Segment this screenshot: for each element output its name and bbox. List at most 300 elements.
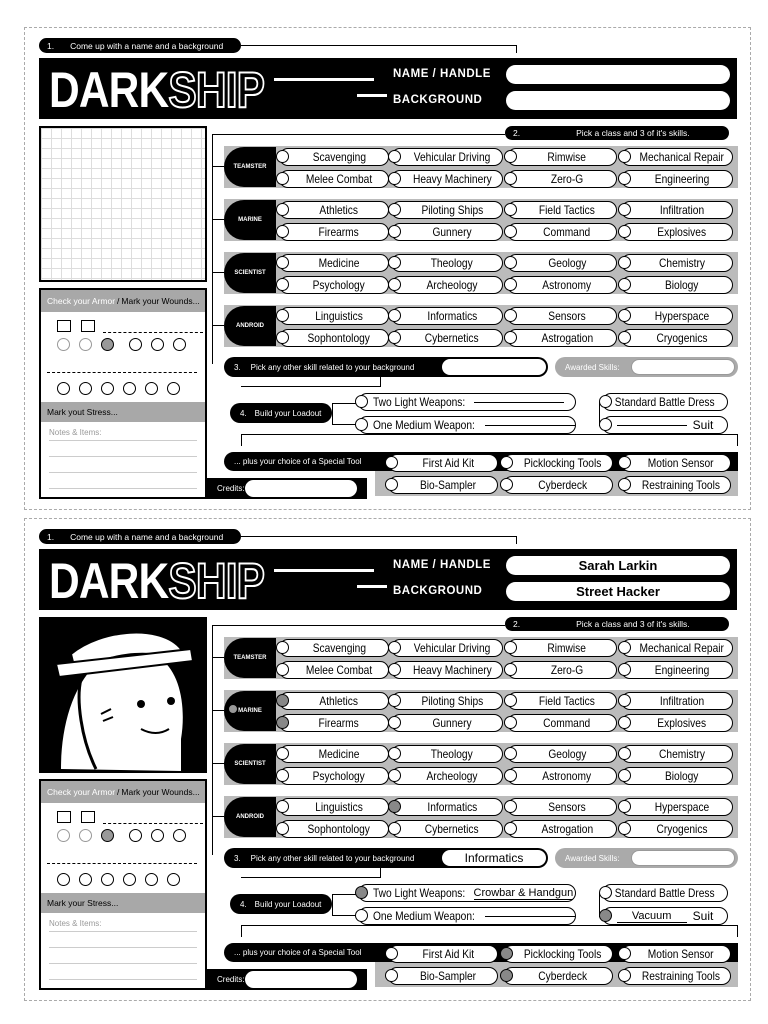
tool-label: First Aid Kit [422, 947, 474, 961]
skill-label: Cybernetics [425, 331, 479, 345]
class-row-android [224, 796, 738, 838]
stress-circle[interactable] [57, 382, 70, 395]
skill-field-tactics[interactable] [507, 201, 617, 219]
suit-suffix: Suit [692, 418, 714, 432]
skill-label: Heavy Machinery [412, 663, 492, 677]
background-label: BACKGROUND [393, 94, 483, 106]
class-row-teamster [224, 146, 738, 188]
medium-weapon-field[interactable] [358, 416, 576, 434]
tool-first-aid-kit[interactable] [388, 945, 498, 963]
step-1-text: Come up with a name and a background [70, 40, 224, 51]
skill-check-circle[interactable] [388, 331, 401, 344]
connector-line [332, 894, 358, 916]
light-weapons-field[interactable] [358, 884, 576, 902]
tool-restraining-tools[interactable] [621, 476, 731, 494]
battle-dress-option[interactable] [602, 393, 728, 411]
skill-check-circle[interactable] [618, 203, 631, 216]
name-field[interactable] [506, 65, 730, 84]
skill-check-circle[interactable] [618, 278, 631, 291]
tool-label: Cyberdeck [538, 478, 588, 492]
step-number: 3. [234, 853, 241, 863]
tool-check-circle[interactable] [500, 456, 513, 469]
portrait-grid[interactable] [39, 126, 207, 282]
connector-line [241, 925, 738, 937]
step-4-bar [230, 894, 332, 914]
skill-rimwise[interactable] [507, 148, 617, 166]
skill-infiltration[interactable] [621, 692, 733, 710]
armor-box[interactable] [81, 320, 95, 332]
awarded-skills-field[interactable] [631, 850, 735, 866]
tool-motion-sensor[interactable] [621, 945, 731, 963]
banner-stripe [274, 78, 374, 81]
class-label[interactable]: SCIENTIST [224, 253, 276, 293]
skill-label: Biology [665, 769, 699, 783]
skill-check-circle[interactable] [504, 800, 517, 813]
other-skill-field[interactable]: Informatics [442, 850, 546, 866]
tool-restraining-tools[interactable] [621, 967, 731, 985]
connector-arrow [212, 166, 224, 167]
special-tool-label: ... plus your choice of a Special Tool [234, 457, 362, 466]
stress-circle[interactable] [79, 873, 92, 886]
skill-mechanical-repair[interactable] [621, 148, 733, 166]
skill-informatics[interactable] [391, 307, 503, 325]
skill-engineering[interactable] [621, 170, 733, 188]
skill-check-circle[interactable] [504, 225, 517, 238]
skill-check-circle[interactable] [276, 769, 289, 782]
skill-check-circle[interactable] [276, 694, 289, 707]
skill-check-circle[interactable] [388, 716, 401, 729]
skill-linguistics[interactable] [279, 307, 389, 325]
tool-check-circle[interactable] [500, 478, 513, 491]
title-banner [39, 58, 737, 119]
wound-circle[interactable] [129, 338, 142, 351]
skill-melee-combat[interactable] [279, 170, 389, 188]
tool-label: Motion Sensor [648, 947, 714, 961]
skill-command[interactable] [507, 714, 617, 732]
skill-check-circle[interactable] [276, 663, 289, 676]
skill-label: Mechanical Repair [639, 641, 725, 655]
wound-circle[interactable] [173, 338, 186, 351]
skill-astrogation[interactable] [507, 329, 617, 347]
skill-label: Cryogenics [656, 331, 708, 345]
skill-check-circle[interactable] [388, 150, 401, 163]
skill-label: Heavy Machinery [412, 172, 492, 186]
skill-cryogenics[interactable] [621, 820, 733, 838]
wound-circle[interactable] [129, 829, 142, 842]
skill-firearms[interactable] [279, 223, 389, 241]
skill-label: Athletics [319, 694, 359, 708]
tool-bio-sampler[interactable] [388, 476, 498, 494]
tool-check-circle[interactable] [385, 478, 398, 491]
suit-value [617, 425, 687, 426]
wound-circle[interactable] [79, 829, 92, 842]
skill-check-circle[interactable] [618, 256, 631, 269]
skill-explosives[interactable] [621, 223, 733, 241]
suit-suffix: Suit [692, 909, 714, 923]
darkship-logo [49, 553, 264, 609]
skill-archeology[interactable] [391, 276, 503, 294]
tool-cyberdeck[interactable] [503, 476, 613, 494]
skill-check-circle[interactable] [276, 800, 289, 813]
character-sheet [24, 27, 751, 510]
skill-check-circle[interactable] [618, 309, 631, 322]
loadout-check-circle[interactable] [355, 909, 368, 922]
skill-check-circle[interactable] [504, 663, 517, 676]
credits-label: Credits: [217, 975, 245, 984]
loadout-check-circle[interactable] [355, 886, 368, 899]
skill-sensors[interactable] [507, 798, 617, 816]
skill-check-circle[interactable] [504, 822, 517, 835]
skill-label: Engineering [654, 663, 710, 677]
skill-biology[interactable] [621, 767, 733, 785]
status-panel [39, 779, 207, 990]
armor-option-label: Standard Battle Dress [615, 886, 715, 900]
name-field[interactable]: Sarah Larkin [506, 556, 730, 575]
stress-circle[interactable] [123, 382, 136, 395]
battle-dress-option[interactable] [602, 884, 728, 902]
skill-check-circle[interactable] [504, 278, 517, 291]
skill-athletics[interactable] [279, 201, 389, 219]
background-field[interactable] [506, 91, 730, 110]
stress-header [41, 893, 205, 913]
skill-check-circle[interactable] [504, 641, 517, 654]
skill-check-circle[interactable] [388, 225, 401, 238]
skill-check-circle[interactable] [388, 822, 401, 835]
tool-picklocking-tools[interactable] [503, 945, 613, 963]
skill-sophontology[interactable] [279, 820, 389, 838]
skill-check-circle[interactable] [388, 256, 401, 269]
skill-field-tactics[interactable] [507, 692, 617, 710]
loadout-check-circle[interactable] [355, 418, 368, 431]
class-row-scientist [224, 743, 738, 785]
skill-gunnery[interactable] [391, 714, 503, 732]
step-number: 1. [47, 531, 55, 542]
skill-check-circle[interactable] [504, 694, 517, 707]
skill-check-circle[interactable] [276, 309, 289, 322]
skill-zero-g[interactable] [507, 661, 617, 679]
skill-check-circle[interactable] [618, 150, 631, 163]
skill-label: Linguistics [315, 309, 363, 323]
tool-first-aid-kit[interactable] [388, 454, 498, 472]
step-number: 1. [47, 40, 55, 51]
skill-psychology[interactable] [279, 276, 389, 294]
loadout-check-circle[interactable] [599, 909, 612, 922]
skill-medicine[interactable] [279, 745, 389, 763]
wound-track-line [103, 823, 203, 824]
skill-linguistics[interactable] [279, 798, 389, 816]
connector-line [576, 402, 600, 426]
stress-label: Mark yout Stress... [47, 407, 118, 417]
skill-check-circle[interactable] [504, 747, 517, 760]
suit-option[interactable] [602, 416, 728, 434]
stress-circle[interactable] [145, 873, 158, 886]
skill-check-circle[interactable] [276, 747, 289, 760]
notes-label: Notes & Items: [49, 428, 102, 437]
suit-value: Vacuum [617, 910, 687, 923]
skill-check-circle[interactable] [504, 309, 517, 322]
skill-check-circle[interactable] [276, 331, 289, 344]
character-portrait[interactable] [39, 617, 207, 773]
skill-medicine[interactable] [279, 254, 389, 272]
skill-explosives[interactable] [621, 714, 733, 732]
tool-motion-sensor[interactable] [621, 454, 731, 472]
skill-check-circle[interactable] [618, 331, 631, 344]
tool-check-circle[interactable] [618, 456, 631, 469]
suit-option[interactable] [602, 907, 728, 925]
class-label[interactable]: TEAMSTER [224, 147, 276, 187]
stress-track-line [47, 863, 197, 864]
skill-check-circle[interactable] [276, 225, 289, 238]
stress-circle[interactable] [79, 382, 92, 395]
skill-heavy-machinery[interactable] [391, 661, 503, 679]
stress-circle[interactable] [57, 873, 70, 886]
background-field[interactable]: Street Hacker [506, 582, 730, 601]
skill-label: Zero-G [550, 663, 584, 677]
skill-check-circle[interactable] [276, 203, 289, 216]
skill-vehicular-driving[interactable] [391, 639, 503, 657]
notes-line [49, 931, 197, 932]
skill-check-circle[interactable] [618, 769, 631, 782]
skill-label: Hyperspace [654, 309, 710, 323]
skill-geology[interactable] [507, 745, 617, 763]
class-label[interactable]: ANDROID [224, 797, 276, 837]
skill-check-circle[interactable] [504, 172, 517, 185]
medium-weapon-field[interactable] [358, 907, 576, 925]
tool-check-circle[interactable] [500, 947, 513, 960]
notes-line [49, 456, 197, 457]
skill-label: Scavenging [312, 641, 366, 655]
armor-box[interactable] [57, 320, 71, 332]
loadout-check-circle[interactable] [599, 395, 612, 408]
special-tool-label: ... plus your choice of a Special Tool [234, 948, 362, 957]
skill-athletics[interactable] [279, 692, 389, 710]
skill-cybernetics[interactable] [391, 820, 503, 838]
skill-check-circle[interactable] [388, 800, 401, 813]
wound-circle[interactable] [101, 829, 114, 842]
skill-geology[interactable] [507, 254, 617, 272]
tool-check-circle[interactable] [618, 947, 631, 960]
skill-check-circle[interactable] [504, 769, 517, 782]
logo-ship: SHIP [168, 62, 265, 118]
skill-check-circle[interactable] [618, 663, 631, 676]
skill-check-circle[interactable] [388, 309, 401, 322]
skill-sophontology[interactable] [279, 329, 389, 347]
skill-mechanical-repair[interactable] [621, 639, 733, 657]
tool-bio-sampler[interactable] [388, 967, 498, 985]
skill-check-circle[interactable] [618, 800, 631, 813]
class-label[interactable]: SCIENTIST [224, 744, 276, 784]
wound-track-line [103, 332, 203, 333]
tool-check-circle[interactable] [385, 969, 398, 982]
skill-command[interactable] [507, 223, 617, 241]
skill-label: Archeology [426, 769, 478, 783]
skill-hyperspace[interactable] [621, 307, 733, 325]
skill-check-circle[interactable] [618, 641, 631, 654]
skill-check-circle[interactable] [504, 716, 517, 729]
skill-chemistry[interactable] [621, 745, 733, 763]
connector-arrow [212, 710, 224, 711]
armor-box[interactable] [81, 811, 95, 823]
skill-label: Piloting Ships [421, 203, 483, 217]
light-weapons-field[interactable] [358, 393, 576, 411]
name-label: NAME / HANDLE [393, 68, 491, 80]
skill-label: Melee Combat [305, 172, 373, 186]
skill-informatics[interactable] [391, 798, 503, 816]
step-4-text: Build your Loadout [254, 899, 322, 909]
other-skill-field[interactable] [442, 359, 546, 375]
class-row-marine [224, 199, 738, 241]
skill-check-circle[interactable] [388, 278, 401, 291]
credits-field[interactable] [245, 971, 357, 988]
skill-check-circle[interactable] [618, 716, 631, 729]
skill-check-circle[interactable] [388, 172, 401, 185]
skill-theology[interactable] [391, 254, 503, 272]
stress-circle[interactable] [101, 382, 114, 395]
skill-check-circle[interactable] [276, 716, 289, 729]
notes-line [49, 979, 197, 980]
class-label[interactable]: MARINE [224, 691, 276, 731]
stress-circle[interactable] [101, 873, 114, 886]
class-label[interactable]: ANDROID [224, 306, 276, 346]
connector-line [576, 893, 600, 917]
skill-check-circle[interactable] [276, 641, 289, 654]
skill-archeology[interactable] [391, 767, 503, 785]
skill-check-circle[interactable] [504, 150, 517, 163]
skill-label: Command [543, 716, 591, 730]
skill-check-circle[interactable] [388, 203, 401, 216]
class-label[interactable]: TEAMSTER [224, 638, 276, 678]
skill-check-circle[interactable] [388, 663, 401, 676]
wound-circle[interactable] [173, 829, 186, 842]
skill-check-circle[interactable] [618, 694, 631, 707]
skill-astronomy[interactable] [507, 767, 617, 785]
wound-circle[interactable] [57, 338, 70, 351]
skill-check-circle[interactable] [504, 203, 517, 216]
skill-vehicular-driving[interactable] [391, 148, 503, 166]
skill-check-circle[interactable] [276, 822, 289, 835]
banner-stripe [357, 585, 387, 588]
skill-piloting-ships[interactable] [391, 201, 503, 219]
skill-check-circle[interactable] [388, 747, 401, 760]
skill-zero-g[interactable] [507, 170, 617, 188]
step-1-label [39, 38, 241, 53]
skill-biology[interactable] [621, 276, 733, 294]
skill-check-circle[interactable] [388, 641, 401, 654]
loadout-check-circle[interactable] [599, 886, 612, 899]
skill-label: Vehicular Driving [413, 150, 491, 164]
tool-check-circle[interactable] [500, 969, 513, 982]
tool-check-circle[interactable] [618, 969, 631, 982]
skill-label: Medicine [318, 256, 360, 270]
wounds-label: Mark your Wounds... [121, 787, 200, 797]
awarded-skills-field[interactable] [631, 359, 735, 375]
class-row-android [224, 305, 738, 347]
tool-label: Motion Sensor [648, 456, 714, 470]
skill-check-circle[interactable] [618, 225, 631, 238]
skill-astronomy[interactable] [507, 276, 617, 294]
tool-check-circle[interactable] [618, 478, 631, 491]
skill-infiltration[interactable] [621, 201, 733, 219]
wound-circle[interactable] [151, 829, 164, 842]
wound-circle[interactable] [57, 829, 70, 842]
skill-cryogenics[interactable] [621, 329, 733, 347]
skill-label: Mechanical Repair [639, 150, 725, 164]
weapon-value [485, 425, 575, 426]
skill-cybernetics[interactable] [391, 329, 503, 347]
tool-check-circle[interactable] [385, 947, 398, 960]
skill-sensors[interactable] [507, 307, 617, 325]
skill-label: Piloting Ships [421, 694, 483, 708]
skill-check-circle[interactable] [276, 256, 289, 269]
tool-label: Bio-Sampler [419, 969, 477, 983]
skill-label: Astrogation [541, 331, 593, 345]
skill-check-circle[interactable] [388, 694, 401, 707]
tool-check-circle[interactable] [385, 456, 398, 469]
skill-gunnery[interactable] [391, 223, 503, 241]
stress-circle[interactable] [167, 382, 180, 395]
skill-check-circle[interactable] [618, 172, 631, 185]
skill-check-circle[interactable] [618, 822, 631, 835]
skill-check-circle[interactable] [276, 172, 289, 185]
class-row-scientist [224, 252, 738, 294]
step-4-bar [230, 403, 332, 423]
skill-scavenging[interactable] [279, 148, 389, 166]
skill-hyperspace[interactable] [621, 798, 733, 816]
credits-field[interactable] [245, 480, 357, 497]
armor-label: Check your Armor [47, 296, 116, 306]
skill-theology[interactable] [391, 745, 503, 763]
stress-circle[interactable] [167, 873, 180, 886]
weapon-label: One Medium Weapon: [373, 909, 475, 923]
skill-engineering[interactable] [621, 661, 733, 679]
skill-scavenging[interactable] [279, 639, 389, 657]
stress-circle[interactable] [123, 873, 136, 886]
skill-label: Archeology [426, 278, 478, 292]
skill-check-circle[interactable] [276, 278, 289, 291]
step-number: 4. [240, 899, 247, 909]
skill-check-circle[interactable] [504, 256, 517, 269]
armor-box[interactable] [57, 811, 71, 823]
weapon-label: Two Light Weapons: [373, 395, 466, 409]
skill-rimwise[interactable] [507, 639, 617, 657]
skill-check-circle[interactable] [618, 747, 631, 760]
skill-check-circle[interactable] [504, 331, 517, 344]
tool-picklocking-tools[interactable] [503, 454, 613, 472]
skill-check-circle[interactable] [276, 150, 289, 163]
loadout-check-circle[interactable] [355, 395, 368, 408]
skill-check-circle[interactable] [388, 769, 401, 782]
skill-piloting-ships[interactable] [391, 692, 503, 710]
class-label[interactable]: MARINE [224, 200, 276, 240]
skill-astrogation[interactable] [507, 820, 617, 838]
loadout-check-circle[interactable] [599, 418, 612, 431]
wound-circle[interactable] [79, 338, 92, 351]
connector-line [241, 868, 381, 878]
wound-circle[interactable] [101, 338, 114, 351]
skill-label: Firearms [318, 225, 360, 239]
skill-label: Chemistry [659, 747, 705, 761]
skill-chemistry[interactable] [621, 254, 733, 272]
class-row-teamster [224, 637, 738, 679]
logo-ship: SHIP [168, 553, 265, 609]
wound-circle[interactable] [151, 338, 164, 351]
skill-firearms[interactable] [279, 714, 389, 732]
skill-psychology[interactable] [279, 767, 389, 785]
stress-circle[interactable] [145, 382, 158, 395]
tool-cyberdeck[interactable] [503, 967, 613, 985]
skill-heavy-machinery[interactable] [391, 170, 503, 188]
skill-melee-combat[interactable] [279, 661, 389, 679]
